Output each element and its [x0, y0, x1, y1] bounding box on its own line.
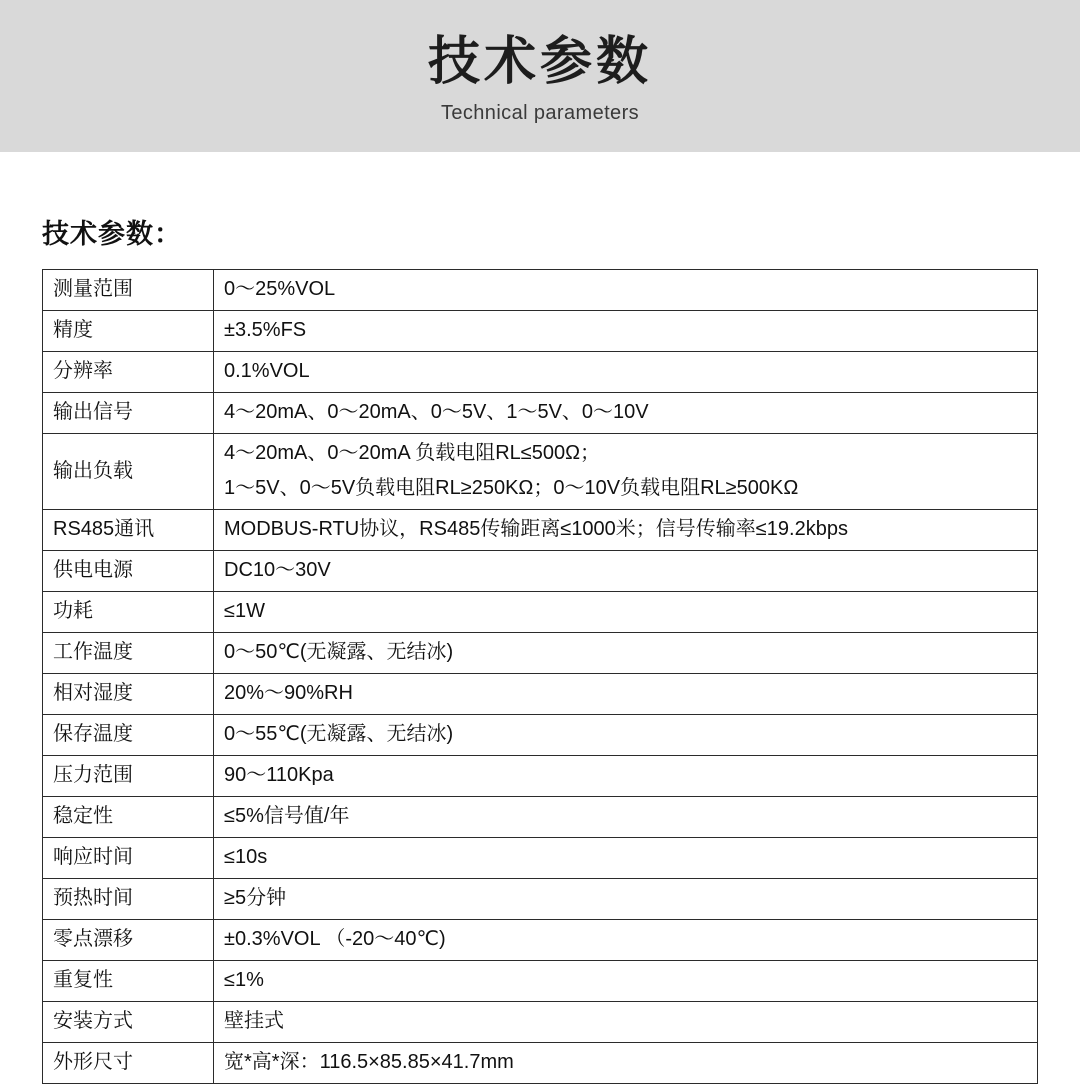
spec-value: [214, 352, 1038, 393]
spec-label: 测量范围: [43, 270, 214, 311]
spec-value: [214, 961, 1038, 1002]
spec-label: 工作温度: [43, 633, 214, 674]
table-row: [43, 1002, 1038, 1043]
spec-value: [214, 838, 1038, 879]
spec-value: [214, 551, 1038, 592]
spec-value: [214, 592, 1038, 633]
table-row: [43, 674, 1038, 715]
spec-label: 输出信号: [43, 393, 214, 434]
spec-value-line: 20%～90%RH: [224, 682, 353, 704]
section-title: 技术参数：: [42, 219, 182, 249]
spec-value: [214, 756, 1038, 797]
spec-value: [214, 434, 1038, 510]
spec-value: [214, 797, 1038, 838]
table-row: [43, 551, 1038, 592]
specifications-table: [42, 269, 1038, 1084]
table-row: [43, 311, 1038, 352]
spec-value: [214, 715, 1038, 756]
spec-value-line: 90～110Kpa: [224, 764, 334, 786]
spec-value-line: 0～55℃(无凝露、无结冰): [224, 723, 454, 745]
table-row: [43, 434, 1038, 510]
spec-label: 外形尺寸: [43, 1043, 214, 1084]
spec-label: 相对湿度: [43, 674, 214, 715]
spec-value-line: ≥5分钟: [224, 887, 287, 909]
table-row: [43, 352, 1038, 393]
spec-label: 输出负载: [43, 434, 214, 510]
spec-label: 安装方式: [43, 1002, 214, 1043]
spec-value: [214, 270, 1038, 311]
spec-label: RS485通讯: [43, 510, 214, 551]
table-row: [43, 920, 1038, 961]
spec-value-line: 宽*高*深：116.5×85.85×41.7mm: [224, 1051, 514, 1073]
table-row: [43, 1043, 1038, 1084]
spec-value: [214, 510, 1038, 551]
table-row: [43, 961, 1038, 1002]
spec-label: 供电电源: [43, 551, 214, 592]
spec-value: [214, 1002, 1038, 1043]
spec-value-line: ≤1%: [224, 969, 264, 991]
content-area: [0, 212, 1080, 1084]
table-row: [43, 797, 1038, 838]
spec-label: 响应时间: [43, 838, 214, 879]
spec-value-line: DC10～30V: [224, 559, 331, 581]
spec-value-line: 4～20mA、0～20mA 负载电阻RL≤500Ω；: [224, 442, 601, 464]
spec-value-line: 壁挂式: [224, 1010, 284, 1032]
spec-value-line: ±0.3%VOL （-20～40℃): [224, 928, 446, 950]
spec-label: 预热时间: [43, 879, 214, 920]
spec-value-line: 1～5V、0～5V负载电阻RL≥250KΩ；0～10V负载电阻RL≥500KΩ: [224, 477, 799, 499]
spec-label: 精度: [43, 311, 214, 352]
spec-value: [214, 674, 1038, 715]
banner-subtitle: Technical parameters: [440, 102, 640, 125]
spec-value: [214, 393, 1038, 434]
spec-value-line: 0～25%VOL: [224, 278, 336, 300]
spec-value-line: ≤1W: [224, 600, 265, 622]
banner-title: 技术参数: [427, 32, 652, 91]
spec-label: 功耗: [43, 592, 214, 633]
table-row: [43, 838, 1038, 879]
spec-label: 重复性: [43, 961, 214, 1002]
spec-label: 压力范围: [43, 756, 214, 797]
table-row: [43, 592, 1038, 633]
spec-label: 零点漂移: [43, 920, 214, 961]
spec-value-line: 0～50℃(无凝露、无结冰): [224, 641, 454, 663]
spec-value-line: ±3.5%FS: [224, 319, 307, 341]
table-row: [43, 633, 1038, 674]
spec-label: 保存温度: [43, 715, 214, 756]
table-row: [43, 510, 1038, 551]
spec-value: [214, 1043, 1038, 1084]
spec-value-line: MODBUS-RTU协议，RS485传输距离≤1000米；信号传输率≤19.2kbps: [224, 518, 848, 540]
table-row: [43, 393, 1038, 434]
specifications-table-body: [43, 270, 1038, 1084]
spec-value-line: 0.1%VOL: [224, 360, 310, 382]
page-banner: [0, 0, 1080, 152]
spec-value: [214, 879, 1038, 920]
spec-value-line: ≤10s: [224, 846, 268, 868]
spec-value: [214, 311, 1038, 352]
spec-value: [214, 633, 1038, 674]
spec-value: [214, 920, 1038, 961]
spec-label: 分辨率: [43, 352, 214, 393]
table-row: [43, 756, 1038, 797]
table-row: [43, 715, 1038, 756]
table-row: [43, 879, 1038, 920]
spec-label: 稳定性: [43, 797, 214, 838]
table-row: [43, 270, 1038, 311]
spec-value-line: 4～20mA、0～20mA、0～5V、1～5V、0～10V: [224, 401, 649, 423]
spec-value-line: ≤5%信号值/年: [224, 805, 350, 827]
